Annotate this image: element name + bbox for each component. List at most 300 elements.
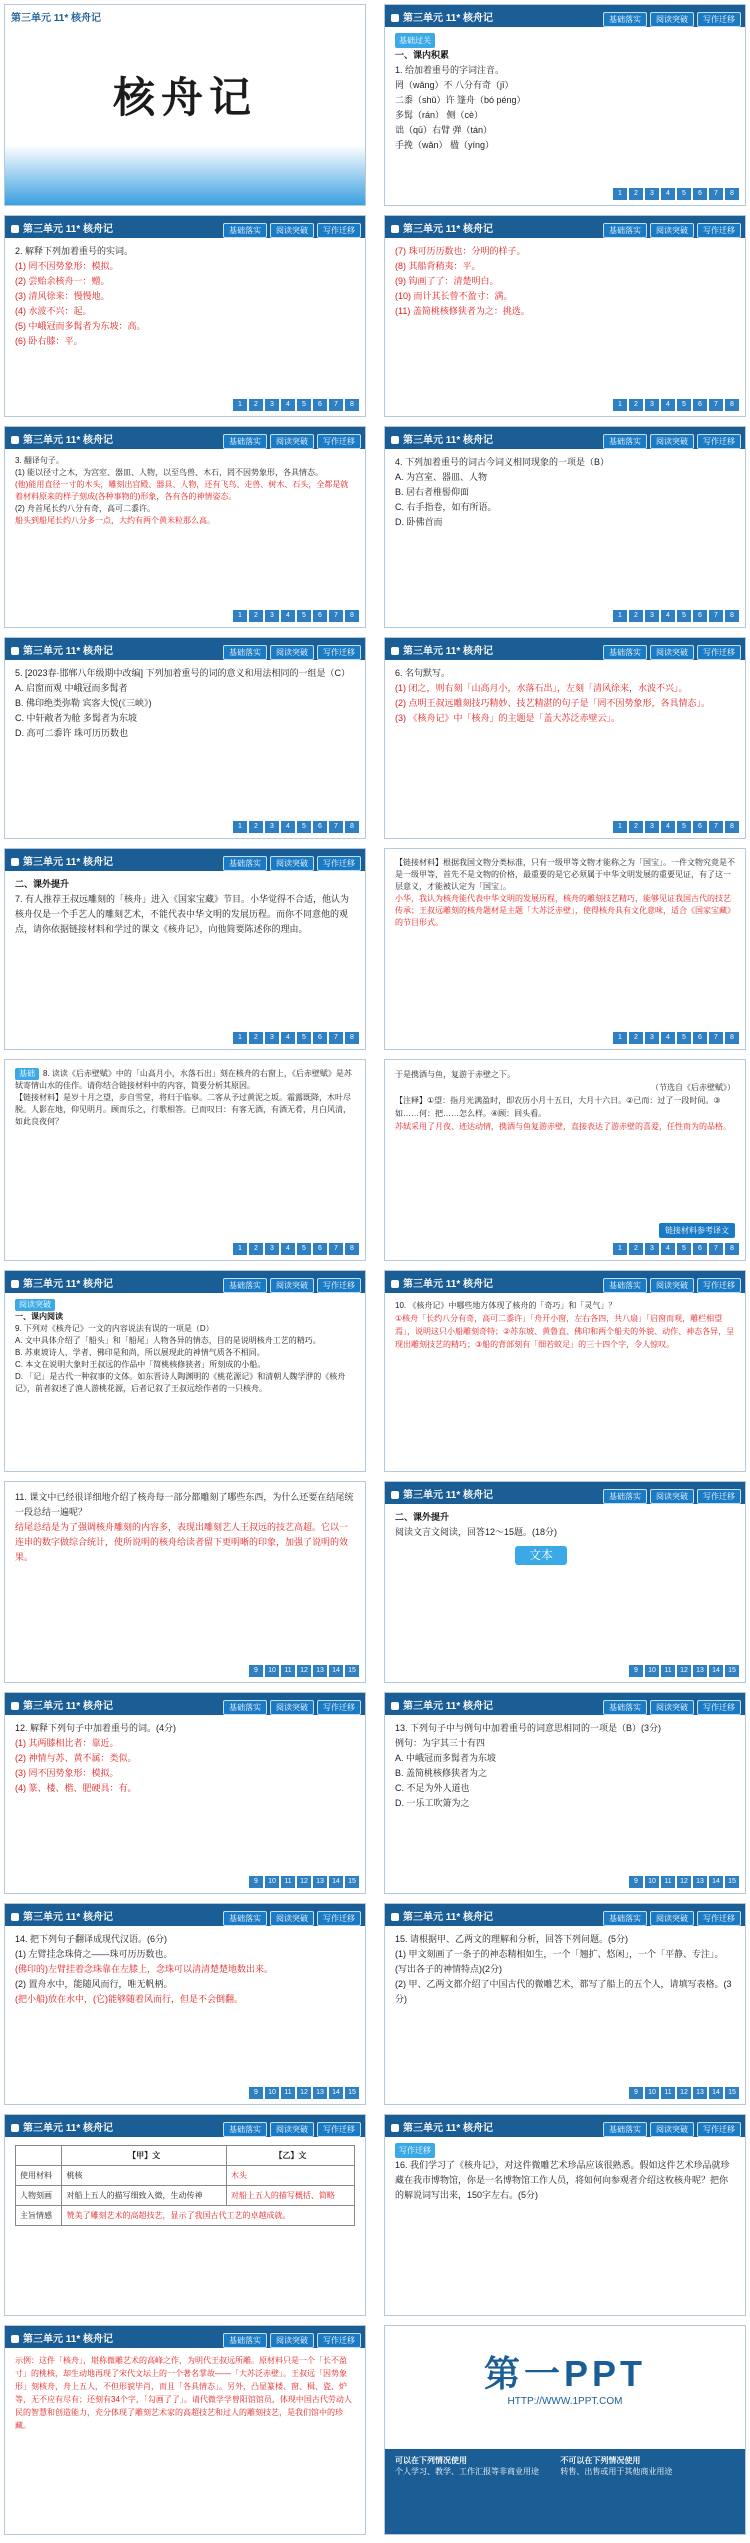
tab-reading[interactable]: 阅读突破 xyxy=(650,1489,694,1504)
tab-basic[interactable]: 基础落实 xyxy=(223,1278,267,1293)
tab-reading[interactable]: 阅读突破 xyxy=(270,1700,314,1715)
unit-icon xyxy=(11,2335,19,2343)
page-button[interactable]: 1 xyxy=(613,188,627,200)
page-button[interactable]: 14 xyxy=(709,1876,723,1888)
table-header xyxy=(16,2146,62,2166)
text-button[interactable]: 文本 xyxy=(515,1546,567,1565)
slide-14[interactable]: 第三单元 11* 核舟记 基础落实 阅读突破 写作迁移 10. 《核舟记》中哪些地方体现了核舟的「奇巧」和「灵气」？ ①核舟「长约八分有奇，高可二黍许」「舟开小窗，左右各四，共八扇」「启窗而观，雕栏相望焉」，说明这只小船雕刻奇特；②苏东坡、黄鲁直、佛印和两个船夫的外貌、动作、神态各异，呈现出雕刻技艺的精巧；③船的背部刻有「细若蚊足」的三十四个字，令人惊叹。 xyxy=(384,1270,746,1472)
page-button[interactable]: 12 xyxy=(297,2087,311,2099)
answer-line: (1) 闭之，则右刻「山高月小，水落石出」，左刻「清风徐来，水波不兴」。 xyxy=(395,683,688,693)
page-button[interactable]: 4 xyxy=(281,1243,295,1255)
unit-icon xyxy=(11,1702,19,1710)
tab-writing[interactable]: 写作迁移 xyxy=(697,12,741,27)
question: 10. 《核舟记》中哪些地方体现了核舟的「奇巧」和「灵气」？ xyxy=(395,1301,617,1310)
page-button[interactable]: 7 xyxy=(709,1243,723,1255)
pager xyxy=(611,1237,739,1255)
question: 阅读文言文阅读，回答12～15题。(18分) xyxy=(395,1527,558,1537)
source-line: 于是携酒与鱼，复游于赤壁之下。 xyxy=(395,1070,515,1079)
page-button[interactable]: 2 xyxy=(629,399,643,411)
tab-writing[interactable]: 写作迁移 xyxy=(697,1911,741,1926)
tab-writing[interactable]: 写作迁移 xyxy=(697,1489,741,1504)
page-button[interactable]: 9 xyxy=(629,1876,643,1888)
page-button[interactable]: 3 xyxy=(265,610,279,622)
option: B. 居右者椎髻仰面 xyxy=(395,487,470,497)
tab-writing[interactable]: 写作迁移 xyxy=(697,2122,741,2137)
page-button[interactable]: 10 xyxy=(645,1665,659,1677)
option: A. 启窗而观 中峨冠而多髯者 xyxy=(15,683,128,693)
section-title: 二、课外提升 xyxy=(15,879,70,889)
question: 9. 下列对《核舟记》一文的内容说法有误的一项是（D） xyxy=(15,1324,214,1333)
translation-button[interactable]: 链接材料参考译文 xyxy=(659,1223,735,1238)
page-button[interactable]: 7 xyxy=(329,610,343,622)
answer-line: (把小船)放在水中，(它)能够随着风而行，但是不会倒翻。 xyxy=(15,1994,243,2004)
question: 7. 有人推荐王叔远雕刻的「核舟」进入《国家宝藏》节目。小华觉得不合适，他认为核舟仅是一个手艺人的雕刻艺术，不能代表中华文明的发展历程。而你不同意他的观点，请你依据链接材料和学过的课文《核舟记》，向他简要陈述你的理由。 xyxy=(15,894,350,934)
option: A. 中峨冠而多髯者为东坡 xyxy=(395,1753,497,1763)
page-button[interactable]: 5 xyxy=(677,399,691,411)
tab-writing[interactable]: 写作迁移 xyxy=(317,856,361,871)
page-button[interactable]: 5 xyxy=(677,1032,691,1044)
page-button[interactable]: 13 xyxy=(693,1665,707,1677)
brand-url[interactable]: HTTP://WWW.1PPT.COM xyxy=(507,2396,623,2407)
page-button[interactable]: 8 xyxy=(725,399,739,411)
page-button[interactable]: 5 xyxy=(297,821,311,833)
pager xyxy=(627,1659,739,1677)
page-button[interactable]: 6 xyxy=(313,610,327,622)
page-button[interactable]: 6 xyxy=(693,399,707,411)
page-button[interactable]: 12 xyxy=(677,2087,691,2099)
page-button[interactable]: 1 xyxy=(233,1032,247,1044)
pager xyxy=(231,393,359,411)
answer-line: (4) 篆、楼、楷、肥硬具：有。 xyxy=(15,1783,137,1793)
tab-basic[interactable]: 基础落实 xyxy=(223,434,267,449)
tab-writing[interactable]: 写作迁移 xyxy=(697,434,741,449)
option: C. 本文在说明大象时王叔远的作品中「简桃核修狭者」所刻成的小船。 xyxy=(15,1360,266,1369)
page-button[interactable]: 3 xyxy=(265,1243,279,1255)
page-button[interactable]: 6 xyxy=(313,399,327,411)
question: 3. 翻译句子。 xyxy=(15,456,64,465)
example: 例句：为宇其三十有四 xyxy=(395,1738,486,1748)
answer-line: (5) 中峨冠而多髯者为东坡：高。 xyxy=(15,321,146,331)
page-button[interactable]: 3 xyxy=(645,610,659,622)
unit-icon xyxy=(11,647,19,655)
pager xyxy=(627,2081,739,2099)
page-button[interactable]: 15 xyxy=(345,2087,359,2099)
table-row: 人物刻画 对船上五人的描写细致入微，生动传神 对船上五人的描写概括、简略 xyxy=(16,2186,355,2206)
tab-reading[interactable]: 阅读突破 xyxy=(650,2122,694,2137)
page-button[interactable]: 1 xyxy=(233,1243,247,1255)
slide-23[interactable]: 第三单元 11* 核舟记 基础落实 阅读突破 写作迁移 示例：这件「核舟」，堪称微雕艺术的高峰之作，为明代王叔远所雕。原材料只是一个「长不盈寸」的桃核，却生动地再现了宋代文坛上的一个著名掌故——「大苏泛赤壁」。王叔远「因势象形」刻核舟，舟上五人，不但形貌毕肖，而且「各具情态」。另外，凸显篆楼、窗、楫、瓷、炉等，无不应有尽有；还刻有34个字，「勾画了了」。请代微学学曾阳馆馆员，体现中国古代劳动人民的智慧和创造能力，充分体现了雕刻艺术家的高超技艺和过人的雕刻技艺，是我们馆中的珍藏。 xyxy=(4,2325,366,2535)
page-button[interactable]: 10 xyxy=(265,1665,279,1677)
section-tag: 写作迁移 xyxy=(395,2143,435,2158)
tab-basic[interactable]: 基础落实 xyxy=(223,1700,267,1715)
page-button[interactable]: 3 xyxy=(645,188,659,200)
answer-line: (3) 《核舟记》中「核舟」的主题是「盖大苏泛赤壁云」。 xyxy=(395,713,621,723)
page-button[interactable]: 1 xyxy=(233,399,247,411)
page-button[interactable]: 4 xyxy=(661,610,675,622)
answer-line: (6) 卧右膝：平。 xyxy=(15,336,83,346)
page-button[interactable]: 11 xyxy=(281,1876,295,1888)
option: B. 佛印绝类弥勒 宾客大悦(《三峡》) xyxy=(15,698,152,708)
slide-9[interactable]: 第三单元 11* 核舟记 基础落实 阅读突破 写作迁移 二、课外提升 7. 有人推荐王叔远雕刻的「核舟」进入《国家宝藏》节目。小华觉得不合适，他认为核舟仅是一个手艺人的雕刻艺术，不能代表中华文明的发展历程。而你不同意他的观点，请你依据链接材料和学过的课文《核舟记》，向他简要陈述你的理由。 1 2 3 4 5 6 7 8 xyxy=(4,848,366,1050)
page-button[interactable]: 12 xyxy=(677,1876,691,1888)
slide-17[interactable]: 第三单元 11* 核舟记 基础落实 阅读突破 写作迁移 12. 解释下列句子中加着重号的词。(4分) (1) 其两膝相比者：靠近。 (2) 神情与苏、黄不属：类似。 (3) 罔不因势象形：模拟。 (4) 篆、楼、楷、肥硬具：有。 9 10 11 12 13 14 15 xyxy=(4,1692,366,1894)
page-button[interactable]: 4 xyxy=(281,399,295,411)
page-button[interactable]: 15 xyxy=(725,1876,739,1888)
page-button[interactable]: 4 xyxy=(661,1243,675,1255)
tab-writing[interactable]: 写作迁移 xyxy=(697,1278,741,1293)
link-material: 【链接材料】是岁十月之望，步自雪堂，将归于临皋。二客从予过黄泥之坂。霜露既降，木叶尽脱。人影在地，仰见明月。顾而乐之，行歌相答。已而叹曰：有客无酒，有酒无肴，月白风清，如此良夜何？ xyxy=(15,1093,351,1126)
tab-writing[interactable]: 写作迁移 xyxy=(317,434,361,449)
question: 13. 下列句子中与例句中加着重号的词意思相同的一项是（B）(3分) xyxy=(395,1723,662,1733)
tab-basic[interactable]: 基础落实 xyxy=(223,645,267,660)
tab-basic[interactable]: 基础落实 xyxy=(603,2122,647,2137)
slide-8[interactable]: 第三单元 11* 核舟记 基础落实 阅读突破 写作迁移 6. 名句默写。 (1) 闭之，则右刻「山高月小，水落石出」，左刻「清风徐来，水波不兴」。 (2) 点明王叔远雕刻技巧精妙、技艺精湛的句子是「罔不因势象形，各具情态」。 (3) 《核舟记》中「核舟」的主题是「盖大苏泛赤壁云」。 1 2 3 4 5 6 7 8 xyxy=(384,637,746,839)
tab-reading[interactable]: 阅读突破 xyxy=(270,2333,314,2348)
tab-basic[interactable]: 基础落实 xyxy=(223,2333,267,2348)
page-button[interactable]: 2 xyxy=(249,610,263,622)
page-button[interactable]: 8 xyxy=(725,1243,739,1255)
page-button[interactable]: 7 xyxy=(709,188,723,200)
tab-reading[interactable]: 阅读突破 xyxy=(650,645,694,660)
source-line: (1) 能以径寸之木，为宫室、器皿、人物，以至鸟兽、木石，罔不因势象形，各具情态。 xyxy=(15,468,323,477)
slide-15[interactable] xyxy=(4,1481,366,1683)
tab-reading[interactable]: 阅读突破 xyxy=(650,1700,694,1715)
page-button[interactable]: 8 xyxy=(345,610,359,622)
slide-11[interactable] xyxy=(4,1059,366,1261)
page-button[interactable]: 7 xyxy=(709,399,723,411)
page-button[interactable]: 6 xyxy=(693,610,707,622)
tab-reading[interactable]: 阅读突破 xyxy=(650,1911,694,1926)
tab-basic[interactable]: 基础落实 xyxy=(603,1700,647,1715)
tab-reading[interactable]: 阅读突破 xyxy=(650,223,694,238)
page-button[interactable]: 13 xyxy=(693,2087,707,2099)
option: D. 高可二黍许 珠可历历数也 xyxy=(15,728,129,738)
page-button[interactable]: 5 xyxy=(297,1032,311,1044)
page-button[interactable]: 5 xyxy=(297,1243,311,1255)
answer-line: (佛印的)左臂挂着念珠靠在左膝上，念珠可以清清楚楚地数出来。 xyxy=(15,1964,273,1974)
pager xyxy=(247,2081,359,2099)
page-button[interactable]: 7 xyxy=(329,1032,343,1044)
tab-reading[interactable]: 阅读突破 xyxy=(270,223,314,238)
slide-3[interactable]: 第三单元 11* 核舟记 基础落实 阅读突破 写作迁移 2. 解释下列加着重号的实词。 (1) 罔不因势象形：模拟。 (2) 尝贻余核舟一：赠。 (3) 清风徐来：慢慢地。 (4) 水波不兴：起。 (5) 中峨冠而多髯者为东坡：高。 (6) 卧右膝：平。 1 2 3 4 5 6 7 8 xyxy=(4,215,366,417)
tab-basic[interactable]: 基础落实 xyxy=(603,223,647,238)
section-tag: 基础过关 xyxy=(395,33,435,48)
page-button[interactable]: 6 xyxy=(693,1243,707,1255)
section-tag: 基础 xyxy=(15,1068,39,1080)
unit-icon xyxy=(391,1491,399,1499)
tab-basic[interactable]: 基础落实 xyxy=(223,223,267,238)
slide-4[interactable]: 第三单元 11* 核舟记 基础落实 阅读突破 写作迁移 (7) 珠可历历数也：分明的样子。 (8) 其船背稍夷：平。 (9) 钩画了了：清楚明白。 (10) 而计其长曾不盈寸：满。 (11) 盖简桃核修狭者为之：挑选。 1 2 3 4 5 6 7 8 xyxy=(384,215,746,417)
option: D. 「记」是古代一种叙事的文体。如东晋诗人陶渊明的《桃花源记》和清朝人魏学洢的《核舟记》，前者叙述了渔人游桃花源，后者记叙了王叔远绘作者的一只核舟。 xyxy=(15,1372,346,1393)
page-button[interactable]: 8 xyxy=(725,821,739,833)
question: 5. [2023春·邯郸八年级期中改编] 下列加着重号的词的意义和用法相同的一组是（C） xyxy=(15,668,351,678)
tab-writing[interactable]: 写作迁移 xyxy=(697,223,741,238)
tab-writing[interactable]: 写作迁移 xyxy=(317,1278,361,1293)
link-material: 【链接材料】根据我国文物分类标准，只有一级甲等文物才能称之为「国宝」。一件文物究竟是不是一级甲等，首先不是文物的价格，最重要的是它必须属于中华文明发展的重要见证，有了这一层意义，才能被认定为「国宝」。 xyxy=(395,858,735,891)
page-button[interactable]: 2 xyxy=(629,610,643,622)
page-button[interactable]: 8 xyxy=(725,610,739,622)
tab-reading[interactable]: 阅读突破 xyxy=(270,1278,314,1293)
page-button[interactable]: 8 xyxy=(345,1243,359,1255)
slide-16[interactable]: 第三单元 11* 核舟记 基础落实 阅读突破 写作迁移 二、课外提升 阅读文言文阅读，回答12～15题。(18分) 文本 9 10 11 12 13 14 15 xyxy=(384,1481,746,1683)
option: C. 中轩敞者为舱 多髯者为东坡 xyxy=(15,713,138,723)
unit-icon xyxy=(11,1280,19,1288)
page-button[interactable]: 8 xyxy=(725,1032,739,1044)
page-button[interactable]: 7 xyxy=(329,1243,343,1255)
page-button[interactable]: 2 xyxy=(629,1243,643,1255)
answer-line: 二黍（shǔ）许 篷舟（bó péng） xyxy=(395,95,526,105)
slide-13[interactable]: 第三单元 11* 核舟记 基础落实 阅读突破 写作迁移 阅读突破 一、课内阅读 9. 下列对《核舟记》一文的内容说法有误的一项是（D） A. 文中具体介绍了「船头」和「船尾」人物各异的情态，目的是说明核舟工艺的精巧。 B. 苏東坡诗人、学者、佛印是和尚，所以展现此的神情气质各不相同。 C. 本文在说明大象时王叔远的作品中「简桃核修狭者」所刻成的小船。 D. 「记」是古代一种叙事的文体。如东晋诗人陶渊明的《桃花源记》和清朝人魏学洢的《核舟记》，前者叙述了渔人游桃花源，后者记叙了王叔远绘作者的一只核舟。 xyxy=(4,1270,366,1472)
tab-basic[interactable]: 基础落实 xyxy=(603,645,647,660)
answer-line: (2) 点明王叔远雕刻技巧精妙、技艺精湛的句子是「罔不因势象形，各具情态」。 xyxy=(395,698,711,708)
page-button[interactable]: 8 xyxy=(345,821,359,833)
page-button[interactable]: 15 xyxy=(345,1876,359,1888)
tab-reading[interactable]: 阅读突破 xyxy=(650,434,694,449)
page-button[interactable]: 9 xyxy=(629,2087,643,2099)
page-button[interactable]: 11 xyxy=(661,2087,675,2099)
slide-cover[interactable] xyxy=(4,4,366,206)
tab-writing[interactable]: 写作迁移 xyxy=(317,2122,361,2137)
slide-18[interactable]: 第三单元 11* 核舟记 基础落实 阅读突破 写作迁移 13. 下列句子中与例句中加着重号的词意思相同的一项是（B）(3分) 例句：为宇其三十有四 A. 中峨冠而多髯者为东坡 B. 盖简桃核修狭者为之 C. 不足为外人道也 D. 一乐工吹箫为之 9 10 11 12 13 14 15 xyxy=(384,1692,746,1894)
page-button[interactable]: 12 xyxy=(297,1665,311,1677)
answer-line: 小华，我认为核舟能代表中华文明的发展历程，核舟的雕刻技艺精巧，能够见证我国古代的技艺传承；王叔远雕刻的核舟题材是主题「大苏泛赤壁」，使得核舟具有文化意味，适合《国家宝藏》的节目形式。 xyxy=(395,894,735,927)
page-button[interactable]: 15 xyxy=(345,1665,359,1677)
pager xyxy=(231,1026,359,1044)
page-button[interactable]: 7 xyxy=(329,399,343,411)
page-button[interactable]: 9 xyxy=(249,1876,263,1888)
page-button[interactable]: 4 xyxy=(281,821,295,833)
page-button[interactable]: 11 xyxy=(661,1876,675,1888)
page-button[interactable]: 12 xyxy=(297,1876,311,1888)
page-button[interactable]: 13 xyxy=(313,1876,327,1888)
page-button[interactable]: 13 xyxy=(313,1665,327,1677)
page-button[interactable]: 14 xyxy=(709,1665,723,1677)
slide-6[interactable]: 第三单元 11* 核舟记 基础落实 阅读突破 写作迁移 4. 下列加着重号的词古今词义相同现象的一项是（B） A. 为宫室、器皿、人物 B. 居右者椎髻仰面 C. 右手指卷，如有所语。 D. 卧佛首而 1 2 3 4 5 6 7 8 xyxy=(384,426,746,628)
page-button[interactable]: 4 xyxy=(281,610,295,622)
page-button[interactable]: 3 xyxy=(645,1243,659,1255)
page-button[interactable]: 15 xyxy=(725,1665,739,1677)
source-line: (1) 左臂挂念珠倚之——珠可历历数也。 xyxy=(15,1949,173,1959)
pager xyxy=(611,182,739,200)
page-button[interactable]: 1 xyxy=(613,821,627,833)
page-button[interactable]: 2 xyxy=(249,821,263,833)
page-button[interactable]: 4 xyxy=(281,1032,295,1044)
page-button[interactable]: 12 xyxy=(677,1665,691,1677)
option: C. 不足为外人道也 xyxy=(395,1783,470,1793)
page-button[interactable]: 4 xyxy=(661,399,675,411)
unit-icon xyxy=(391,225,399,233)
sub-question: (1) 甲文刻画了一条子的神态精相如生，一个「翘扩、悠闲」，一个「平静、专注」。(写出各子的神情特点)(2分) xyxy=(395,1949,724,1974)
table-header: 【乙】文 xyxy=(226,2146,354,2166)
page-button[interactable]: 14 xyxy=(709,2087,723,2099)
page-button[interactable]: 3 xyxy=(265,399,279,411)
page-button[interactable]: 2 xyxy=(629,1032,643,1044)
page-button[interactable]: 2 xyxy=(249,399,263,411)
section-title: 一、课内积累 xyxy=(395,50,450,60)
page-button[interactable]: 1 xyxy=(613,610,627,622)
page-button[interactable]: 5 xyxy=(677,610,691,622)
page-button[interactable]: 11 xyxy=(281,2087,295,2099)
page-button[interactable]: 1 xyxy=(613,1243,627,1255)
page-button[interactable]: 13 xyxy=(313,2087,327,2099)
tab-reading[interactable]: 阅读突破 xyxy=(270,645,314,660)
question: 16. 我们学习了《核舟记》，对这件微雕艺术珍品应该很熟悉。假如这件艺术珍品就珍藏在我市博物馆，你是一名博物馆工作人员，将如何向参观者介绍这枚核舟呢？把你的解说词写出来，150字左右。(5分) xyxy=(395,2160,730,2200)
brand-logo: 第一PPT xyxy=(483,2353,646,2394)
page-button[interactable]: 13 xyxy=(693,1876,707,1888)
tab-writing[interactable]: 写作迁移 xyxy=(317,223,361,238)
unit-icon xyxy=(391,1913,399,1921)
pager xyxy=(231,604,359,622)
slide-22[interactable]: 第三单元 11* 核舟记 基础落实 阅读突破 写作迁移 写作迁移 16. 我们学习了《核舟记》，对这件微雕艺术珍品应该很熟悉。假如这件艺术珍品就珍藏在我市博物馆，你是一名博物馆工作人员，将如何向参观者介绍这枚核舟呢？把你的解说词写出来，150字左右。(5分) xyxy=(384,2114,746,2316)
tab-writing[interactable]: 写作迁移 xyxy=(317,645,361,660)
page-button[interactable]: 3 xyxy=(265,821,279,833)
page-button[interactable]: 7 xyxy=(329,821,343,833)
question: 15. 请根据甲、乙两文的理解和分析，回答下列问题。(5分) xyxy=(395,1934,629,1944)
page-button[interactable]: 5 xyxy=(677,1243,691,1255)
page-button[interactable]: 5 xyxy=(297,399,311,411)
slide-7[interactable]: 第三单元 11* 核舟记 基础落实 阅读突破 写作迁移 5. [2023春·邯郸八年级期中改编] 下列加着重号的词的意义和用法相同的一组是（C） A. 启窗而观 中峨冠而多髯者 B. 佛印绝类弥勒 宾客大悦(《三峡》) C. 中轩敞者为舱 多髯者为东坡 D. 高可二黍许 珠可历历数也 1 2 3 4 5 6 7 8 xyxy=(4,637,366,839)
slide-20[interactable]: 第三单元 11* 核舟记 基础落实 阅读突破 写作迁移 15. 请根据甲、乙两文的理解和分析，回答下列问题。(5分) (1) 甲文刻画了一条子的神态精相如生，一个「翘扩、悠闲」，一个「平静、专注」。(写出各子的神情特点)(2分) (2) 甲、乙两文都介绍了中国古代的微雕艺术，都写了船上的五个人，请填写表格。(3分) 9 10 11 12 13 14 15 xyxy=(384,1903,746,2105)
page-button[interactable]: 9 xyxy=(249,1665,263,1677)
tab-writing[interactable]: 写作迁移 xyxy=(697,1700,741,1715)
answer-line: 手挽（wǎn） 楹（yíng） xyxy=(395,140,495,150)
page-button[interactable]: 9 xyxy=(249,2087,263,2099)
page-button[interactable]: 9 xyxy=(629,1665,643,1677)
page-button[interactable]: 6 xyxy=(313,821,327,833)
slide-12[interactable] xyxy=(384,1059,746,1261)
option: D. 一乐工吹箫为之 xyxy=(395,1798,470,1808)
page-button[interactable]: 5 xyxy=(677,188,691,200)
tab-basic[interactable]: 基础落实 xyxy=(223,2122,267,2137)
tab-reading[interactable]: 阅读突破 xyxy=(270,1911,314,1926)
page-button[interactable]: 2 xyxy=(249,1243,263,1255)
question: 1. 给加着重号的字词注音。 xyxy=(395,65,505,75)
answer-line: 示例：这件「核舟」，堪称微雕艺术的高峰之作，为明代王叔远所雕。原材料只是一个「长不盈寸」的桃核，却生动地再现了宋代文坛上的一个著名掌故——「大苏泛赤壁」。王叔远「因势象形」刻核舟，舟上五人，不但形貌毕肖，而且「各具情态」。另外，凸显篆楼、窗、楫、瓷、炉等，无不应有尽有；还刻有34个字，「勾画了了」。请代微学学曾阳馆馆员，体现中国古代劳动人民的智慧和创造能力，充分体现了雕刻艺术家的高超技艺和过人的雕刻技艺，是我们馆中的珍藏。 xyxy=(15,2356,352,2430)
tab-basic[interactable]: 基础落实 xyxy=(603,434,647,449)
page-button[interactable]: 10 xyxy=(645,1876,659,1888)
question: 6. 名句默写。 xyxy=(395,668,451,678)
answer-line: (3) 清风徐来：慢慢地。 xyxy=(15,291,110,301)
page-button[interactable]: 8 xyxy=(345,399,359,411)
tab-reading[interactable]: 阅读突破 xyxy=(650,12,694,27)
page-button[interactable]: 6 xyxy=(313,1032,327,1044)
slide-10[interactable] xyxy=(384,848,746,1050)
tab-reading[interactable]: 阅读突破 xyxy=(270,856,314,871)
tab-basic[interactable]: 基础落实 xyxy=(223,856,267,871)
page-button[interactable]: 4 xyxy=(661,821,675,833)
unit-icon xyxy=(11,225,19,233)
page-button[interactable]: 1 xyxy=(233,610,247,622)
option: A. 为宫室、器皿、人物 xyxy=(395,472,488,482)
question: 2. 解释下列加着重号的实词。 xyxy=(15,246,134,256)
answer-line: (10) 而计其长曾不盈寸：满。 xyxy=(395,291,513,301)
question: 4. 下列加着重号的词古今词义相同现象的一项是（B） xyxy=(395,457,610,467)
page-button[interactable]: 5 xyxy=(677,821,691,833)
page-button[interactable]: 10 xyxy=(645,2087,659,2099)
page-button[interactable]: 15 xyxy=(725,2087,739,2099)
page-button[interactable]: 3 xyxy=(265,1032,279,1044)
page-button[interactable]: 6 xyxy=(693,188,707,200)
tab-basic[interactable]: 基础落实 xyxy=(223,1911,267,1926)
page-button[interactable]: 4 xyxy=(661,1032,675,1044)
unit-icon xyxy=(391,1702,399,1710)
tab-basic[interactable]: 基础落实 xyxy=(603,1489,647,1504)
page-button[interactable]: 7 xyxy=(709,610,723,622)
page-button[interactable]: 1 xyxy=(613,399,627,411)
slide-21[interactable]: 第三单元 11* 核舟记 基础落实 阅读突破 写作迁移 【甲】文 【乙】文 使用材料 桃核 木头 人物刻画 对船上五人的描写细致入微，生动传神 对船上五人的描写概括、简略 主旨情感 赞美了雕刻艺术的高超技艺，显示了我国古代工艺的卓越成就。 xyxy=(4,2114,366,2316)
answer-line: (3) 罔不因势象形：模拟。 xyxy=(15,1768,119,1778)
slide-19[interactable]: 第三单元 11* 核舟记 基础落实 阅读突破 写作迁移 14. 把下列句子翻译成现代汉语。(6分) (1) 左臂挂念珠倚之——珠可历历数也。 (佛印的)左臂挂着念珠靠在左膝上，念珠可以清清楚楚地数出来。 (2) 置舟水中，能随风而行，唯无帆柄。 (把小船)放在水中，(它)能够随着风而行，但是不会倒翻。 9 10 11 12 13 14 15 xyxy=(4,1903,366,2105)
page-button[interactable]: 10 xyxy=(265,1876,279,1888)
tab-writing[interactable]: 写作迁移 xyxy=(317,1700,361,1715)
option: B. 苏東坡诗人、学者、佛印是和尚，所以展现此的神情气质各不相同。 xyxy=(15,1348,265,1357)
tab-basic[interactable]: 基础落实 xyxy=(603,1911,647,1926)
page-button[interactable]: 14 xyxy=(329,1876,343,1888)
page-button[interactable]: 6 xyxy=(693,1032,707,1044)
page-button[interactable]: 5 xyxy=(297,610,311,622)
page-button[interactable]: 3 xyxy=(645,399,659,411)
note: 【注释】①望：指月光满盈时，即农历小月十五日，大月十六日。②已而：过了一段时间。③如……何：把……怎么样。④顾：回头看。 xyxy=(395,1096,721,1118)
page-button[interactable]: 8 xyxy=(345,1032,359,1044)
page-button[interactable]: 11 xyxy=(661,1665,675,1677)
slide-5[interactable]: 第三单元 11* 核舟记 基础落实 阅读突破 写作迁移 3. 翻译句子。 (1) 能以径寸之木，为宫室、器皿、人物，以至鸟兽、木石，罔不因势象形，各具情态。 (他)能用直径一寸的木头，雕刻出宫殿、器具、人物，还有飞鸟、走兽、树木、石头，全都是就着材料原来的样子刻成(各种事物的)形象，各有各的神情姿态。 (2) 舟首尾长约八分有奇，高可二黍许。 船头到船尾长约八分多一点，大约有两个黄米粒那么高。 1 2 3 4 5 6 7 8 xyxy=(4,426,366,628)
page-button[interactable]: 7 xyxy=(709,821,723,833)
page-button[interactable]: 7 xyxy=(709,1032,723,1044)
answer-line: (9) 钩画了了：清楚明白。 xyxy=(395,276,499,286)
tab-writing[interactable]: 写作迁移 xyxy=(317,2333,361,2348)
answer-line: (1) 罔不因势象形：模拟。 xyxy=(15,261,119,271)
tab-basic[interactable]: 基础落实 xyxy=(603,12,647,27)
page-button[interactable]: 6 xyxy=(313,1243,327,1255)
tab-writing[interactable]: 写作迁移 xyxy=(697,645,741,660)
answer-line: 船头到船尾长约八分多一点，大约有两个黄米粒那么高。 xyxy=(15,516,215,525)
page-button[interactable]: 8 xyxy=(725,188,739,200)
page-button[interactable]: 11 xyxy=(281,1665,295,1677)
answer-line: (7) 珠可历历数也：分明的样子。 xyxy=(395,246,526,256)
tab-basic[interactable]: 基础落实 xyxy=(603,1278,647,1293)
page-button[interactable]: 1 xyxy=(233,821,247,833)
option: A. 文中具体介绍了「船头」和「船尾」人物各异的情态，目的是说明核舟工艺的精巧。 xyxy=(15,1336,321,1345)
page-button[interactable]: 4 xyxy=(661,188,675,200)
table-row: 使用材料 桃核 木头 xyxy=(16,2166,355,2186)
unit-icon xyxy=(391,14,399,22)
unit-icon xyxy=(391,647,399,655)
question: 11. 课文中已经很详细地介绍了核舟每一部分都雕刻了哪些东西，为什么还要在结尾统一段总结一遍呢？ xyxy=(15,1492,354,1517)
answer-line: (他)能用直径一寸的木头，雕刻出宫殿、器具、人物，还有飞鸟、走兽、树木、石头，全都是就着材料原来的样子刻成(各种事物的)形象，各有各的神情姿态。 xyxy=(15,480,349,501)
page-button[interactable]: 14 xyxy=(329,1665,343,1677)
page-button[interactable]: 2 xyxy=(629,188,643,200)
comparison-table xyxy=(15,2145,355,2226)
tab-reading[interactable]: 阅读突破 xyxy=(650,1278,694,1293)
page-button[interactable]: 14 xyxy=(329,2087,343,2099)
slide-24[interactable] xyxy=(384,2325,746,2535)
page-button[interactable]: 3 xyxy=(645,821,659,833)
page-button[interactable]: 1 xyxy=(613,1032,627,1044)
page-button[interactable]: 2 xyxy=(249,1032,263,1044)
section-title: 一、课内阅读 xyxy=(15,1312,63,1321)
source-line: (2) 置舟水中，能随风而行，唯无帆柄。 xyxy=(15,1979,173,1989)
page-button[interactable]: 10 xyxy=(265,2087,279,2099)
tab-reading[interactable]: 阅读突破 xyxy=(270,434,314,449)
tab-reading[interactable]: 阅读突破 xyxy=(270,2122,314,2137)
page-button[interactable]: 3 xyxy=(645,1032,659,1044)
question: 12. 解释下列句子中加着重号的词。(4分) xyxy=(15,1723,177,1733)
tab-writing[interactable]: 写作迁移 xyxy=(317,1911,361,1926)
page-button[interactable]: 6 xyxy=(693,821,707,833)
unit-icon xyxy=(391,436,399,444)
slide-2[interactable] xyxy=(384,4,746,206)
page-button[interactable]: 2 xyxy=(629,821,643,833)
